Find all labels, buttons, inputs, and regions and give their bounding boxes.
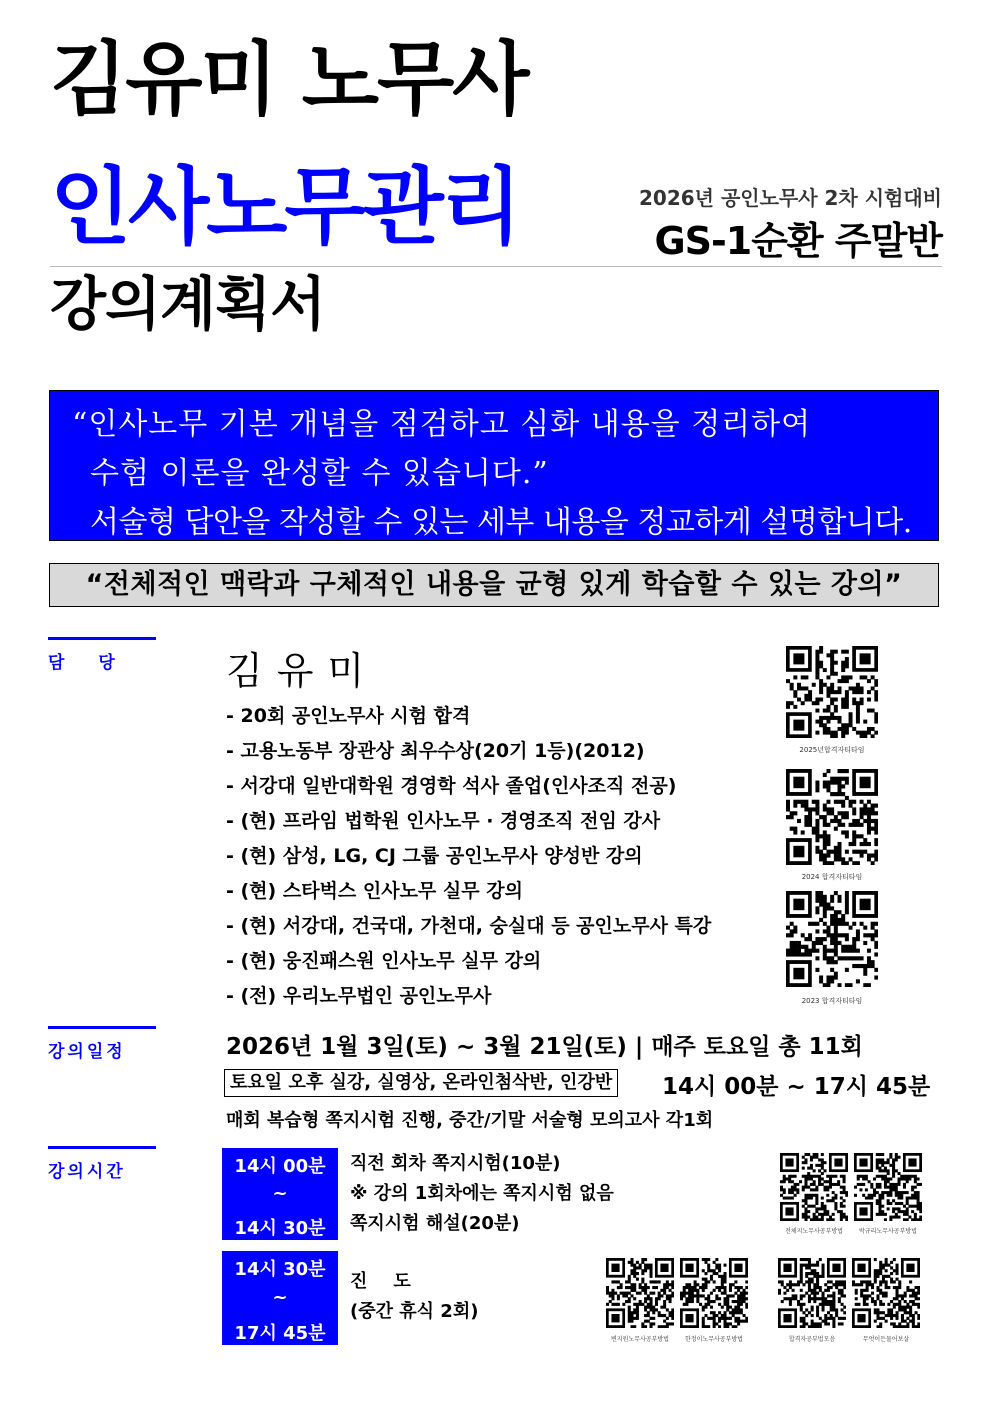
qr-caption: 합격자공부법모음: [788, 1336, 836, 1343]
exam-label: 2026년 공인노무사 2차 시험대비: [639, 186, 942, 210]
qr-code-icon[interactable]: [786, 769, 878, 865]
slot-start: 14시 00분: [234, 1156, 326, 1177]
bio-item: - 고용노동부 장관상 최우수상(20기 1등)(2012): [226, 740, 645, 762]
qr-code-icon[interactable]: [606, 1258, 674, 1328]
section-label-instructor: 담 당: [48, 637, 156, 673]
time-slot-2: [222, 1251, 338, 1345]
slot-1-desc: [350, 1150, 614, 1240]
bio-item: - (현) 웅진패스원 인사노무 실무 강의: [226, 950, 542, 972]
qr-code-icon[interactable]: [680, 1258, 748, 1328]
qr-caption: 박규리노무사공부방법: [859, 1228, 917, 1235]
bio-item: - (현) 스타벅스 인사노무 실무 강의: [226, 880, 523, 902]
slot-desc-line: 진 도: [350, 1271, 415, 1292]
bio-item: - (현) 서강대, 건국대, 가천대, 숭실대 등 공인노무사 특강: [226, 915, 712, 937]
qr-code-icon[interactable]: [786, 891, 878, 987]
slot-sep: ~: [272, 1287, 288, 1308]
qr-code-icon[interactable]: [786, 646, 878, 738]
bio-item: - (전) 우리노무법인 공인노무사: [226, 985, 492, 1007]
intro-box: [49, 390, 939, 541]
qr-caption: 2023 합격자티타임: [801, 997, 863, 1005]
qr-caption: 한정이노무사공부방법: [685, 1336, 743, 1343]
schedule-modes: 토요일 오후 실강, 실영상, 온라인첨삭반, 인강반: [224, 1069, 618, 1097]
tagline-box: “전체적인 맥락과 구체적인 내용을 균형 있게 학습할 수 있는 강의”: [49, 563, 939, 607]
section-label-schedule: 강의일정: [48, 1026, 156, 1062]
instructor-bio: [226, 702, 711, 1017]
schedule-period: 2026년 1월 3일(토) ~ 3월 21일(토) | 매주 토요일 총 11회: [226, 1034, 863, 1060]
doc-title: 강의계획서: [50, 270, 326, 338]
qr-code-icon[interactable]: [778, 1258, 846, 1328]
instructor-name: 김유미: [226, 649, 379, 693]
slot-start: 14시 30분: [234, 1259, 326, 1280]
time-slot-1: [222, 1148, 338, 1240]
slot-desc-line: (중간 휴식 2회): [350, 1301, 479, 1322]
bio-item: - (현) 프라임 법학원 인사노무 · 경영조직 전임 강사: [226, 810, 661, 832]
class-name: GS-1순환 주말반: [654, 219, 942, 263]
schedule-note: 매회 복습형 쪽지시험 진행, 중간/기말 서술형 모의고사 각1회: [226, 1110, 714, 1131]
schedule-time: 14시 00분 ~ 17시 45분: [662, 1074, 931, 1100]
slot-end: 14시 30분: [234, 1218, 326, 1239]
slot-end: 17시 45분: [234, 1323, 326, 1344]
teacher-title: 김유미 노무사: [50, 33, 528, 126]
intro-line-1: “인사노무 기본 개념을 점검하고 심화 내용을 정리하여: [72, 407, 812, 442]
slot-sep: ~: [272, 1183, 288, 1204]
qr-caption: 변지원노무사공부방법: [611, 1336, 669, 1343]
subject-title: 인사노무관리: [50, 158, 519, 256]
qr-caption: 2025년합격자티타임: [799, 746, 865, 754]
slot-desc-line: ※ 강의 1회차에는 쪽지시험 없음: [350, 1183, 614, 1204]
qr-code-icon[interactable]: [852, 1258, 920, 1328]
qr-caption: 무엇이든물어보살: [862, 1336, 910, 1343]
qr-caption: 전체지노무사공부방법: [785, 1228, 843, 1235]
bio-item: - (현) 삼성, LG, CJ 그룹 공인노무사 양성반 강의: [226, 845, 643, 867]
intro-line-3: 서술형 답안을 작성할 수 있는 세부 내용을 정교하게 설명합니다.: [90, 505, 912, 540]
intro-line-2: 수험 이론을 완성할 수 있습니다.”: [90, 456, 549, 491]
slot-desc-line: 직전 회차 쪽지시험(10분): [350, 1153, 561, 1174]
section-label-timetable: 강의시간: [48, 1146, 156, 1182]
slot-desc-line: 쪽지시험 해설(20분): [350, 1213, 520, 1234]
qr-code-icon[interactable]: [854, 1153, 922, 1221]
bio-item: - 서강대 일반대학원 경영학 석사 졸업(인사조직 전공): [226, 775, 677, 797]
qr-code-icon[interactable]: [780, 1153, 848, 1221]
qr-caption: 2024 합격자티타임: [801, 873, 863, 881]
bio-item: - 20회 공인노무사 시험 합격: [226, 705, 471, 727]
header-divider: [50, 266, 942, 267]
slot-2-desc: [350, 1268, 478, 1328]
